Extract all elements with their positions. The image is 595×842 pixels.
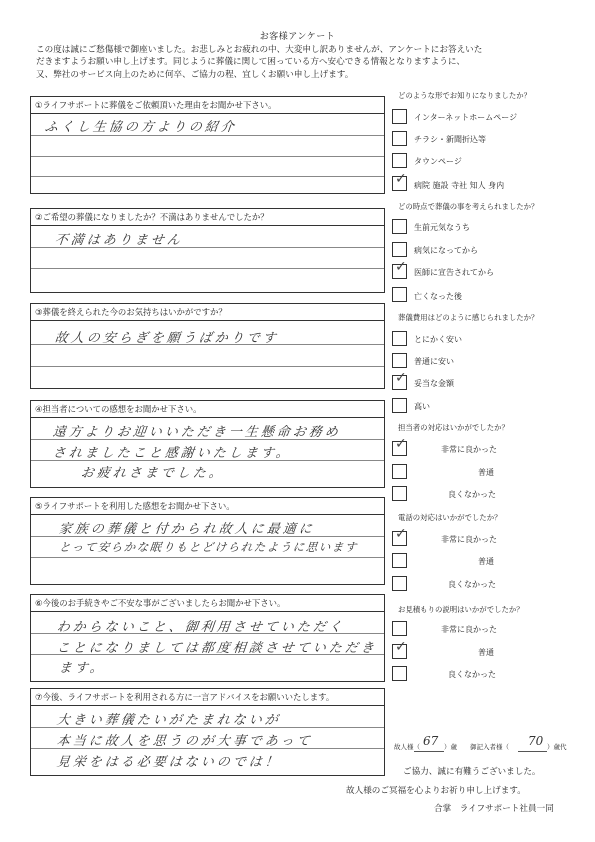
question-7-label: ⑦今後、ライフサポートを利用される方に一言アドバイスをお願いいたします。: [31, 689, 384, 706]
section-2-title: どの時点で葬儀の事を考えられましたか？: [398, 202, 539, 211]
section-4-checkbox-2[interactable]: [392, 464, 407, 479]
section-2-option-2: 病気になってから: [414, 246, 478, 255]
section-3-checkbox-3[interactable]: [392, 370, 407, 390]
section-3-option-1: とにかく安い: [414, 335, 462, 344]
section-2-checkbox-4[interactable]: [392, 287, 407, 302]
intro-line: だきますようお願い申し上げます。同じように葬儀に関して困っている方へ安心できる情報となりますように、: [36, 57, 466, 68]
section-2-checkbox-3[interactable]: [392, 259, 407, 279]
intro-line: 又、弊社のサービス向上のために何卒、ご協力の程、宜しくお願い申し上げます。: [36, 69, 354, 80]
section-5-checkbox-3[interactable]: [392, 576, 407, 591]
section-1-title: どのような形でお知りになりましたか？: [398, 91, 532, 100]
deceased-age-value[interactable]: 67: [423, 734, 439, 748]
check-mark-icon: ✓: [395, 639, 407, 655]
section-4-option-1: 非常に良かった: [441, 445, 497, 454]
section-2-checkbox-1[interactable]: [392, 219, 407, 234]
question-3-answer-line[interactable]: 故人の安らぎを願うばかりです: [54, 331, 280, 346]
section-1-option-1: インターネットホームページ: [414, 113, 518, 122]
question-6-box: [30, 594, 385, 682]
section-5-option-1: 非常に良かった: [441, 535, 497, 544]
question-6-label: ⑥今後のお手続きやご不安な事がございましたらお聞かせ下さい。: [31, 595, 384, 612]
section-3-option-3: 妥当な金額: [414, 379, 454, 388]
section-3-title: 葬儀費用はどのように感じられましたか？: [398, 313, 539, 322]
section-3-checkbox-4[interactable]: [392, 398, 407, 413]
deceased-age-label: 故人様（: [394, 743, 420, 751]
question-3-label: ③葬儀を終えられた今のお気持ちはいかがですか？: [31, 304, 384, 321]
question-2-answer-line[interactable]: 不満はありません: [54, 233, 184, 248]
check-mark-icon: ✓: [395, 370, 407, 386]
writer-age-label: 御記入者様（: [470, 743, 509, 751]
section-1-option-4: 病院 施設 寺社 知人 身内: [414, 181, 505, 190]
section-3-checkbox-2[interactable]: [392, 353, 407, 368]
section-4-checkbox-1[interactable]: [392, 436, 407, 456]
question-3-box: [30, 303, 385, 389]
question-5-box: [30, 497, 385, 585]
intro-text: [36, 44, 566, 81]
question-4-answer-line[interactable]: 遠方よりお迎いいただき一生懸命お務め: [52, 425, 342, 440]
section-1-checkbox-4[interactable]: [392, 171, 407, 191]
section-6-option-2: 普通: [478, 648, 494, 657]
question-4-answer-line[interactable]: されましたこと感謝いたします。: [52, 446, 293, 461]
section-5-checkbox-2[interactable]: [392, 553, 407, 568]
section-2-checkbox-2[interactable]: [392, 242, 407, 257]
section-3-option-4: 高い: [414, 402, 430, 411]
section-2-option-4: 亡くなった後: [414, 292, 462, 301]
section-6-option-1: 非常に良かった: [441, 625, 497, 634]
question-6-answer-line[interactable]: ます。: [58, 661, 107, 676]
question-4-label: ④担当者についての感想をお聞かせ下さい。: [31, 401, 384, 418]
section-1-checkbox-3[interactable]: [392, 153, 407, 168]
closing-sign: 合掌 ライフサポート社員一同: [434, 804, 554, 814]
question-7-answer-line[interactable]: 本当に故人を思うのが大事であって: [56, 734, 314, 749]
question-5-label: ⑤ライフサポートを利用した感想をお聞かせ下さい。: [31, 498, 384, 515]
section-6-checkbox-2[interactable]: [392, 639, 407, 659]
section-2-option-1: 生前元気なうち: [414, 223, 470, 232]
check-mark-icon: ✓: [395, 259, 407, 275]
section-1-checkbox-1[interactable]: [392, 109, 407, 124]
question-6-answer-line[interactable]: わからないこと、御利用させていただく: [56, 620, 346, 635]
question-1-answer-line[interactable]: ふくし生協の方よりの紹介: [44, 120, 238, 135]
section-5-option-3: 良くなかった: [448, 580, 496, 589]
section-4-checkbox-3[interactable]: [392, 486, 407, 501]
section-1-option-2: チラシ・新聞折込等: [414, 135, 486, 144]
section-1-option-3: タウンページ: [414, 157, 462, 166]
intro-line: この度は誠にご愁傷様で御座いました。お悲しみとお疲れの中、大変申し訳ありませんが、アンケートにお答えいた: [36, 45, 483, 55]
deceased-age-suffix: ）歳: [444, 743, 457, 751]
page-title: お客様アンケート: [259, 32, 336, 42]
section-4-option-2: 普通: [478, 468, 494, 477]
check-mark-icon: ✓: [395, 526, 407, 542]
question-7-answer-line[interactable]: 見栄をはる必要はないのでは！: [56, 755, 282, 770]
question-1-label: ①ライフサポートに葬儀をご依頼頂いた理由をお聞かせ下さい。: [31, 97, 384, 114]
section-6-title: お見積もりの説明はいかがでしたか？: [398, 605, 524, 614]
section-3-checkbox-1[interactable]: [392, 331, 407, 346]
section-2-option-3: 医師に宣告されてから: [414, 268, 494, 277]
section-3-option-2: 普通に安い: [414, 357, 454, 366]
question-7-box: [30, 688, 385, 776]
writer-age-value[interactable]: 70: [528, 734, 544, 748]
question-5-answer-line[interactable]: 家族の葬儀と付かられ故人に最適に: [58, 522, 316, 537]
question-1-box: [30, 96, 385, 194]
question-4-box: [30, 400, 385, 488]
question-6-answer-line[interactable]: ことになりましては都度相談させていただき: [56, 641, 378, 656]
section-4-option-3: 良くなかった: [448, 490, 496, 499]
section-1-checkbox-2[interactable]: [392, 131, 407, 146]
question-2-label: ②ご希望の葬儀になりましたか？不満はありませんでしたか？: [31, 209, 384, 226]
section-6-option-3: 良くなかった: [448, 670, 496, 679]
writer-age-suffix: ）歳代: [547, 743, 567, 751]
section-6-checkbox-3[interactable]: [392, 666, 407, 681]
closing-thanks: ご協力、誠に有難うございました。: [403, 767, 541, 777]
question-5-answer-line[interactable]: とって安らかな眠りもとどけられたように思います: [58, 540, 359, 554]
check-mark-icon: ✓: [395, 171, 407, 187]
section-5-option-2: 普通: [478, 557, 494, 566]
question-2-box: [30, 208, 385, 293]
section-5-title: 電話の対応はいかがでしたか？: [398, 513, 502, 522]
section-5-checkbox-1[interactable]: [392, 526, 407, 546]
section-6-checkbox-1[interactable]: [392, 621, 407, 636]
question-4-answer-line[interactable]: お疲れさまでした。: [80, 466, 226, 481]
closing-prayer: 故人様のご冥福を心よりお祈り申し上げます。: [346, 786, 526, 796]
question-7-answer-line[interactable]: 大きい葬儀たいがたまれないが: [56, 713, 282, 728]
section-4-title: 担当者の対応はいかがでしたか？: [398, 423, 509, 432]
check-mark-icon: ✓: [395, 436, 407, 452]
